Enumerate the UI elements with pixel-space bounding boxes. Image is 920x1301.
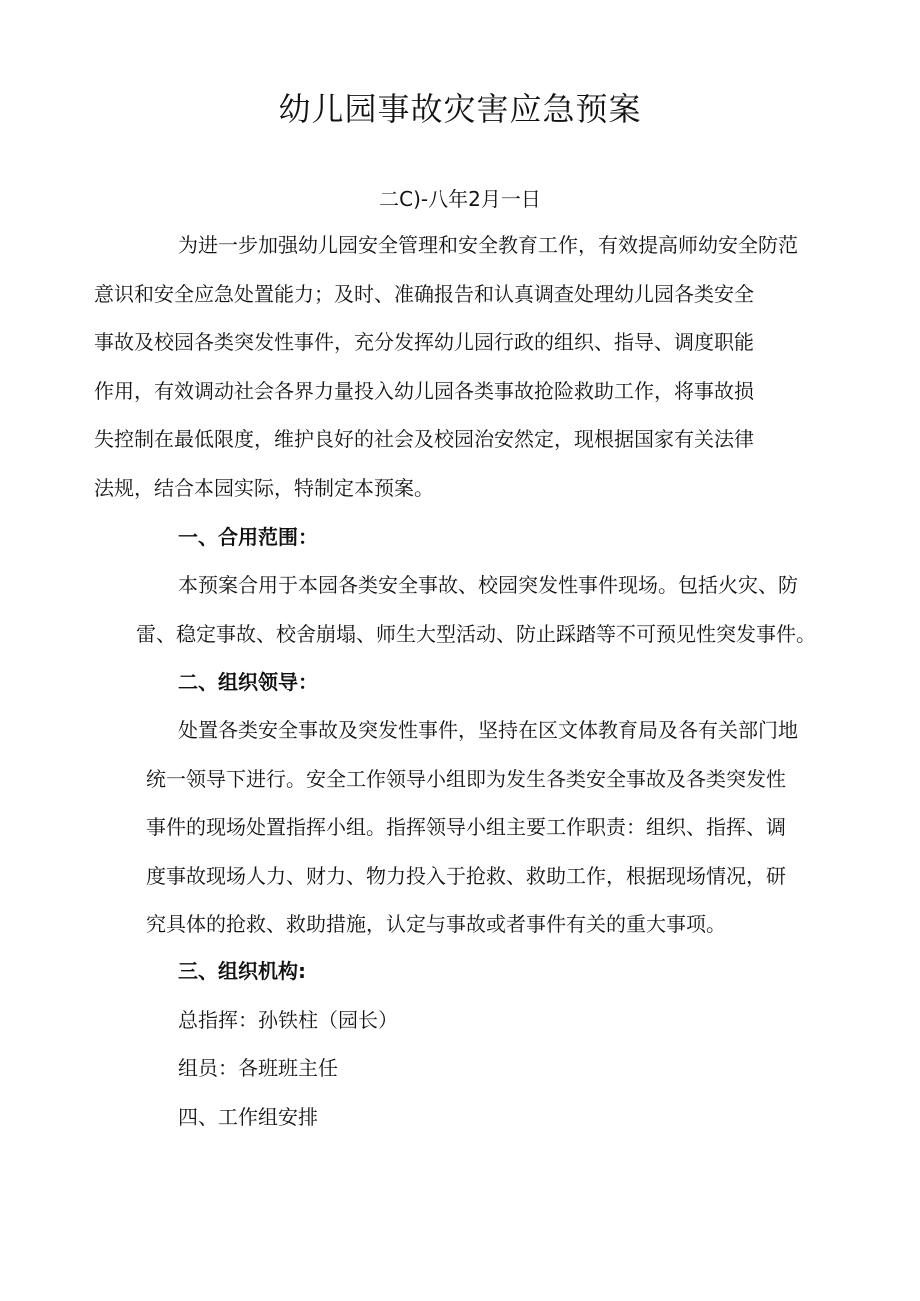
leadership-line: 统一领导下进行。安全工作领导小组即为发生各类安全事故及各类突发性 xyxy=(146,766,786,791)
section-heading-organization: 三、组织机构: xyxy=(178,959,306,983)
section-heading-work-groups: 四、工作组安排 xyxy=(178,1105,318,1129)
intro-line: 意识和安全应急处置能力；及时、准确报告和认真调查处理幼儿园各类安全 xyxy=(94,281,754,306)
document-date: 二C)-八年2月一日 xyxy=(379,187,541,211)
intro-line: 法规，结合本园实际，特制定本预案。 xyxy=(94,475,434,500)
section-heading-scope: 一、合用范围： xyxy=(178,525,318,549)
scope-paragraph xyxy=(136,561,816,658)
leadership-paragraph xyxy=(146,706,816,949)
members-line: 组员：各班班主任 xyxy=(178,1056,338,1080)
scope-line: 雷、稳定事故、校舍崩塌、师生大型活动、防止踩踏等不可预见性突发事件。 xyxy=(136,621,816,646)
intro-line: 事故及校园各类突发性事件，充分发挥幼儿园行政的组织、指导、调度职能 xyxy=(94,330,754,354)
section-heading-leadership: 二、组织领导： xyxy=(178,670,318,694)
commander-line: 总指挥：孙铁柱（园长） xyxy=(178,1008,398,1032)
intro-line: 为进一步加强幼儿园安全管理和安全教育工作，有效提高师幼安全防范 xyxy=(178,233,798,257)
leadership-line: 事件的现场处置指挥小组。指挥领导小组主要工作职责：组织、指挥、调 xyxy=(146,815,786,839)
intro-paragraph xyxy=(94,221,798,512)
document-title: 幼儿园事故灾害应急预案 xyxy=(278,90,642,128)
scope-line: 本预案合用于本园各类安全事故、校园突发性事件现场。包括火灾、防 xyxy=(178,573,798,597)
intro-line: 作用，有效调动社会各界力量投入幼儿园各类事故抢险救助工作，将事故损 xyxy=(94,378,754,403)
intro-line: 失控制在最低限度，维护良好的社会及校园治安然定，现根据国家有关法律 xyxy=(94,427,754,451)
leadership-line: 度事故现场人力、财力、物力投入于抢救、救助工作，根据现场情况，研 xyxy=(146,863,786,888)
leadership-line: 处置各类安全事故及突发性事件，坚持在区文体教育局及各有关部门地 xyxy=(178,718,798,742)
leadership-line: 究具体的抢救、救助措施，认定与事故或者事件有关的重大事项。 xyxy=(146,912,726,936)
